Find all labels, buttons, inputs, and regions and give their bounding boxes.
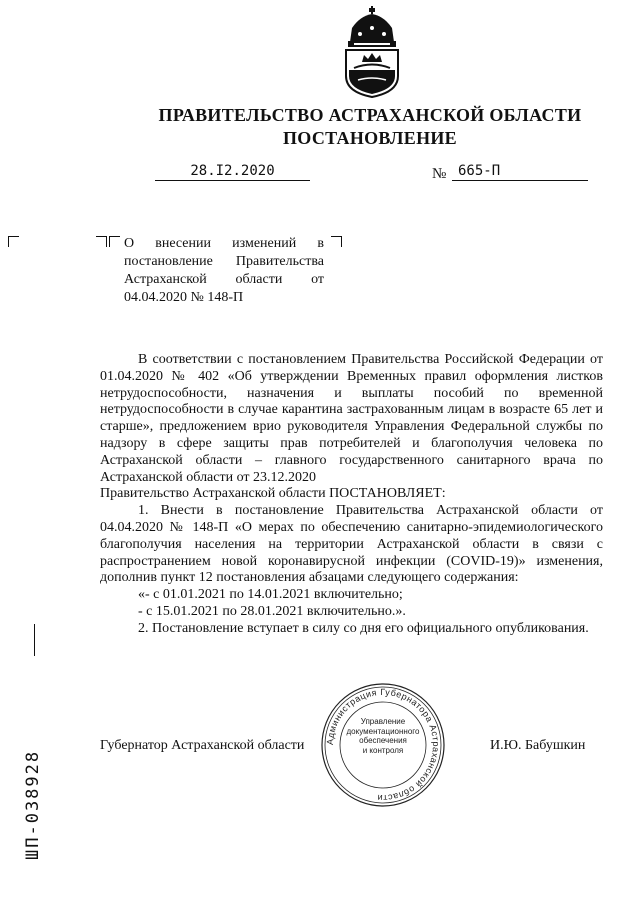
stamp-center-text: [340, 717, 426, 755]
signatory-name: И.Ю. Бабушкин: [490, 738, 586, 753]
stamp-line-4: и контроля: [362, 745, 404, 755]
resolves-paragraph: Правительство Астраханской области ПОСТАНОВЛЯЕТ:: [100, 486, 446, 502]
document-date: 28.I2.2020: [155, 163, 310, 181]
corner-bracket-left-outer: [8, 236, 19, 247]
stamp-line-1: Управление: [360, 717, 406, 726]
organization-title: ПРАВИТЕЛЬСТВО АСТРАХАНСКОЙ ОБЛАСТИ: [158, 105, 582, 125]
signatory-role: Губернатор Астраханской области: [100, 738, 305, 753]
margin-mark: [34, 624, 35, 656]
corner-bracket-left: [109, 236, 120, 247]
document-type-title: ПОСТАНОВЛЕНИЕ: [283, 128, 457, 148]
document-body: [100, 352, 603, 638]
item-2-paragraph: 2. Постановление вступает в силу со дня его официального опубликования.: [138, 620, 589, 636]
item-1-line-b: - с 15.01.2021 по 28.01.2021 включительно.».: [138, 603, 406, 619]
corner-bracket-right: [331, 236, 342, 247]
item-1-paragraph: 1. Внести в постановление Правительства Астраханской области от 04.04.2020 № 148-П «О мерах по обеспечению санитарно-эпидемиологического благополучия населения на территории Астраханской области в связи с распространением новой коронавирусной инфекции (COVID-19)» изменения, дополнив пункт 12 постановления абзацами следующего содержания:: [100, 503, 603, 586]
coat-of-arms-emblem: [340, 6, 404, 98]
document-number: 665-П: [452, 163, 588, 181]
item-1-line-a: «- с 01.01.2021 по 14.01.2021 включительно;: [138, 587, 403, 603]
preamble-paragraph: В соответствии с постановлением Правительства Российской Федерации от 01.04.2020 № 402 «Об утверждении Временных правил оформления листков нетрудоспособности, назначения и выплаты пособий по временной нетрудоспособности в случае карантина застрахованным лицам в возрасте 65 лет и старше», предложением врио руководителя Управления Федеральной службы по надзору в сфере защиты прав потребителей и благополучия человека по Астраханской области – главного государственного санитарного врача по Астраханской области от 23.12.2020: [100, 352, 603, 485]
stamp-line-2: документационного: [346, 726, 420, 736]
number-sign: №: [432, 166, 447, 182]
corner-bracket-left-inner: [96, 236, 107, 247]
stamp-line-3: обеспечения: [359, 736, 407, 745]
document-subject: О внесении изменений в постановление Правительства Астраханской области от 04.04.2020 № 148-П: [124, 236, 324, 305]
stamp-ring-text: Администрация Губернатора Астраханской области: [324, 686, 442, 804]
serial-number: ШП-038928: [23, 749, 43, 860]
